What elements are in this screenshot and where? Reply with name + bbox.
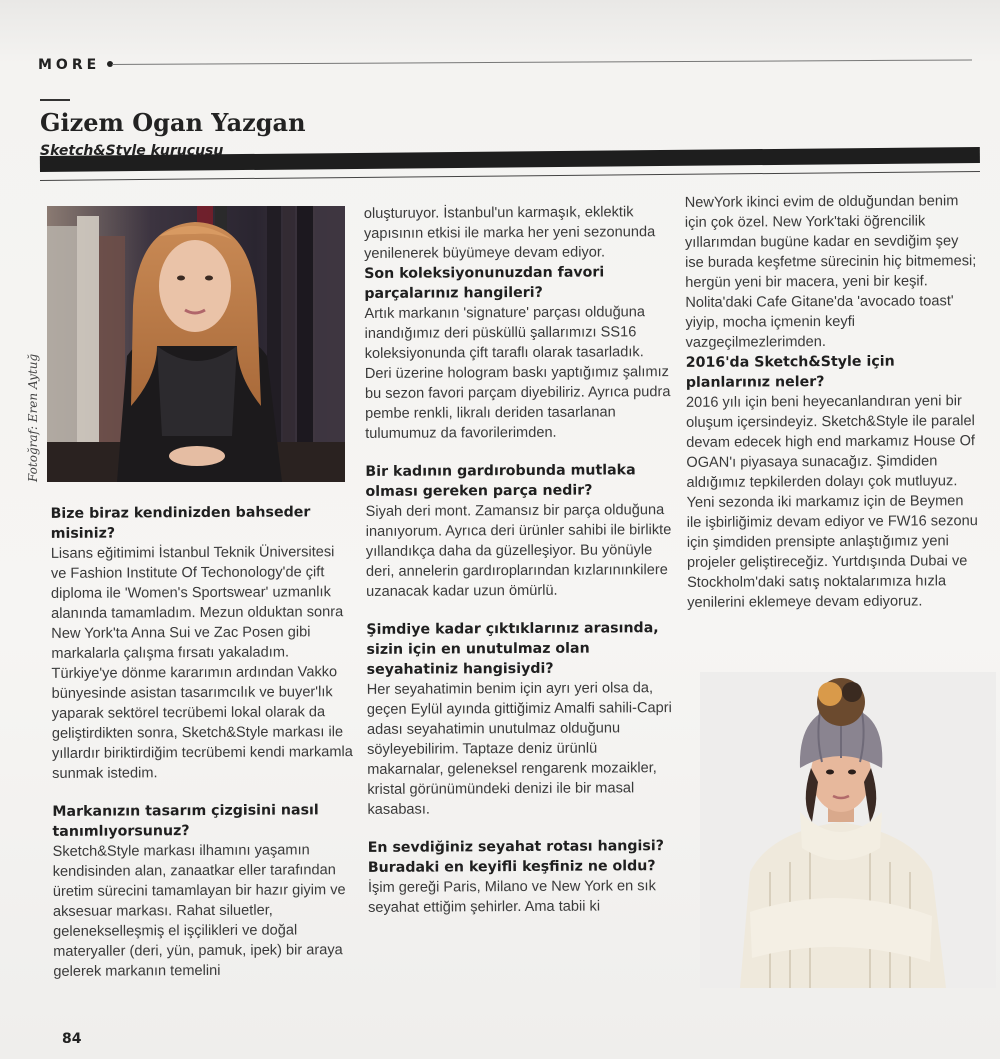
header-thin-rule bbox=[40, 171, 980, 181]
question: Şimdiye kadar çıktıklarınız arasında, sizin için en unutulmaz olan seyahatiniz hangisiydi? bbox=[366, 620, 659, 678]
question: En sevdiğiniz seyahat rotası hangisi? Buradaki en keyifli keşfiniz ne oldu? bbox=[367, 838, 664, 876]
page-number: 84 bbox=[62, 1031, 82, 1047]
qa-block bbox=[52, 800, 355, 982]
interviewee-role: Sketch&Style kurucusu bbox=[40, 143, 224, 159]
qa-block bbox=[366, 618, 673, 820]
answer: Lisans eğitimimi İstanbul Teknik Üniversitesi ve Fashion Institute Of Techonology'de çift diploma ile 'Women's Sportswear' uzmanlık alanında tamamladım. Mezun olduktan sonra New York'ta Anna Sui ve Zac Posen gibi markalarla çalışma fırsatı yakaladım. Türkiye'ye dönme kararımın ardından Vakko bünyesinde asistan tasarımcılık ve buyer'lık yaparak sektörel tecrübemi lokal olarak da geliştirdikten sonra, Sketch&Style markası ile yıllardır biriktirdiğim tecrübemi kendi markamla sunmak istedim. bbox=[50, 544, 353, 782]
name-rule bbox=[40, 99, 70, 101]
qa-block bbox=[365, 460, 672, 602]
qa-block bbox=[686, 351, 980, 613]
photo-credit: Fotoğraf: Eren Aytuğ bbox=[26, 353, 40, 482]
column-3 bbox=[685, 191, 980, 631]
answer: Artık markanın 'signature' parçası olduğuna inandığımız deri püsküllü şallarımızı SS16 koleksiyonunda çift taraflı olarak tasarladık. Deri üzerine hologram baskı yaptığımız şalımız bu sezon favori parçam diyebiliriz. Ayrıca pudra pembe renkli, likralı deriden tasarlanan tulumumuz da favorilerimden. bbox=[364, 304, 671, 442]
qa-block bbox=[50, 502, 354, 784]
answer: Her seyahatimin benim için ayrı yeri olsa da, geçen Eylül ayında gittiğimiz Amalfi sahili-Capri adası seyahatimin unutulmaz olduğunu söyleyebilirim. Taptaze deniz ürünlü makarnalar, geleneksel rengarenk mozaikler, kristal görünümündeki denizi ile bir masal kasabası. bbox=[366, 680, 672, 818]
question: Markanızın tasarım çizgisini nasıl tanımlıyorsunuz? bbox=[52, 802, 319, 840]
model-photo bbox=[700, 672, 996, 988]
section-rule bbox=[112, 59, 972, 65]
answer: Siyah deri mont. Zamansız bir parça olduğuna inanıyorum. Ayrıca deri ürünler sahibi ile birlikte yıllandıkça daha da güzelleşiyor. Bu yönüyle deri, annelerin gardıroplarından kızlarınınkilere uzanacak kadar uzun ömürlü. bbox=[365, 502, 672, 600]
question: Son koleksiyonunuzdan favori parçalarınız hangileri? bbox=[364, 264, 605, 302]
section-label: MORE bbox=[38, 57, 101, 73]
column-1 bbox=[50, 502, 355, 1000]
continued-text: oluşturuyor. İstanbul'un karmaşık, eklektik yapısının etkisi ile marka her yeni sezonunda yenilenerek büyümeye devam ediyor. bbox=[363, 204, 656, 262]
column-2 bbox=[364, 202, 674, 936]
answer: Sketch&Style markası ilhamını yaşamın kendisinden alan, zanaatkar eller tarafından üretim sürecini tamamlayan bir hazır giyim ve aksesuar markası. Rahat siluetler, gelenekselleşmiş el işçilikleri ve doğal materyaller (deri, yün, pamuk, ipek) bir araya gelerek markanın temelini bbox=[52, 842, 346, 980]
interviewee-name: Gizem Ogan Yazgan bbox=[40, 108, 306, 137]
continued-text: NewYork ikinci evim de olduğundan benim için çok özel. New York'taki öğrencilik yıllarımdan bugüne kadar en sevdiğim şey ise burada keşfetme sürecinin hiç bitmemesi; hergün yeni bir macera, yeni bir keşif. Nolita'daki Cafe Gitane'da 'avocado toast' yiyip, mocha içmenin keyfi vazgeçilmezlerimden. bbox=[684, 193, 977, 351]
qa-block bbox=[364, 262, 671, 444]
question: Bir kadının gardırobunda mutlaka olması gereken parça nedir? bbox=[365, 462, 636, 500]
question: Bize biraz kendinizden bahseder misiniz? bbox=[50, 504, 311, 542]
qa-block bbox=[368, 836, 674, 918]
portrait-photo bbox=[47, 206, 345, 482]
answer: 2016 yılı için beni heyecanlandıran yeni bir oluşum içersindeyiz. Sketch&Style ile paralel devam edecek high end markamız House Of OGAN'ı piyasaya sunacağız. Şimdiden aldığımız tepkilerden dolayı çok mutluyuz. Yeni sezonda iki markamız için de Beymen ile işbirliğimiz devam ediyor ve FW16 sezonu için şimdiden prensipte anlaştığımız yeni projeler geliştireceğiz. Yurtdışında Dubai ve Stockholm'daki satış noktalarımıza hızla yenilerini eklemeye devam ediyoruz. bbox=[685, 393, 978, 611]
question: 2016'da Sketch&Style için planlarınız neler? bbox=[685, 353, 895, 391]
answer: İşim gereği Paris, Milano ve New York en sık seyahat ettiğim şehirler. Ama tabii ki bbox=[367, 878, 656, 916]
